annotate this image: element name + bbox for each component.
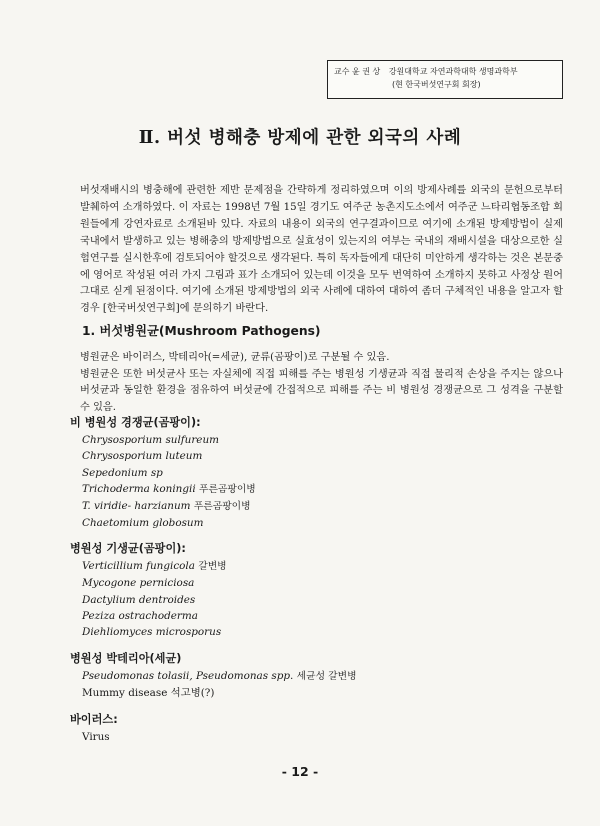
section-body xyxy=(80,350,563,417)
group-heading: 비 병원성 경쟁균(곰팡이): xyxy=(70,416,201,429)
section-paragraph-1: 병원균은 바이러스, 박테리아(=세균), 균류(곰팡이)로 구분될 수 있음. xyxy=(80,352,390,363)
species-list xyxy=(82,729,118,745)
section-paragraph-2: 병원균은 또한 버섯균사 또는 자실체에 직접 피해를 주는 병원성 기생균과 직접 물리적 손상을 주지는 않으나 버섯균과 동일한 환경을 점유하여 버섯균에 간접적으로 피해를 주는 비 병원성 경쟁균으로 그 성격을 구분할 수 있음. xyxy=(80,368,563,414)
species-item: Peziza ostrachoderma xyxy=(82,609,198,622)
species-item: Chrysosporium luteum xyxy=(82,450,203,463)
disease-note: 세균성 갈변병 xyxy=(296,671,357,682)
intro-section xyxy=(80,183,563,318)
species-item: Pseudomonas tolasii, Pseudomonas spp. 세균성 갈변병 xyxy=(82,670,357,682)
species-item: Virus xyxy=(82,731,110,743)
species-item: Sepedonium sp xyxy=(82,466,163,479)
species-list xyxy=(82,668,357,702)
species-list xyxy=(82,432,256,532)
disease-note: 푸른곰팡이병 xyxy=(198,483,256,495)
group-heading: 바이러스: xyxy=(70,713,118,726)
species-item: Mummy disease 석고병(?) xyxy=(82,687,215,700)
species-item: Verticillium fungicola 갈변병 xyxy=(82,560,227,572)
species-item: Chrysosporium sulfureum xyxy=(82,434,219,446)
author-box xyxy=(327,60,563,99)
author-name: 교수 윤 권 상 xyxy=(334,67,381,76)
author-affiliation: 강원대학교 자연과학대학 생명과학부 xyxy=(388,67,518,76)
page-number: - 12 - xyxy=(281,764,319,779)
species-item: Diehliomyces microsporus xyxy=(82,626,222,639)
species-item: T. viridie- harzianum 푸른곰팡이병 xyxy=(82,500,251,513)
group-non-pathogenic-competitors xyxy=(70,415,256,532)
group-heading: 병원성 기생균(곰팡이): xyxy=(70,542,186,555)
author-line xyxy=(328,65,562,78)
intro-paragraph: 버섯재배시의 병충해에 관련한 제반 문제점을 간략하게 정리하였으며 이의 방제사례를 외국의 문헌으로부터 발췌하여 소개하였다. 이 자료는 1998년 7월 15일 경기도 여주군 농촌지도소에서 여주군 느타리협동조합 회원들에게 강연자료로 소개된바 있다. 자료의 내용이 외국의 연구결과이므로 여기에 소개된 방제방법이 실제 국내에서 발생하고 있는 병해충의 방제방법으로 실효성이 있는지의 여부는 국내의 재배시설을 대상으로한 실험연구를 실시한후에 검토되어야 할것으로 생각된다. 특히 독자들에게 대단히 미안하게 생각하는 것은 본문중에 영어로 작성된 여러 가지 그림과 표가 소개되어 있는데 이것을 모두 번역하여 소개하지 못하고 사정상 원어 그대로 싣게 된점이다. 여기에 소개된 방제방법의 외국 사례에 대하여 대하여 좀더 구체적인 내용을 알고자 할 경우 [한국버섯연구회]에 문의하기 바란다. xyxy=(80,185,563,315)
section-heading: 1. 버섯병원균(Mushroom Pathogens) xyxy=(82,324,321,338)
disease-note: 갈변병 xyxy=(198,561,227,572)
group-viruses xyxy=(70,712,118,745)
species-item: Mycogone perniciosa xyxy=(82,577,195,590)
author-position: (현 한국버섯연구회 회장) xyxy=(392,80,481,89)
page-title: Ⅱ. 버섯 병해충 방제에 관한 외국의 사례 xyxy=(138,128,462,148)
disease-note: 푸른곰팡이병 xyxy=(193,501,251,513)
species-item: Dactylium dentroides xyxy=(82,593,196,606)
species-item: Chaetomium globosum xyxy=(82,517,204,530)
species-item: Trichoderma koningii 푸른곰팡이병 xyxy=(82,482,256,495)
species-list xyxy=(82,558,227,640)
group-pathogenic-parasites xyxy=(70,541,227,640)
group-pathogenic-bacteria xyxy=(70,651,357,702)
group-heading: 병원성 박테리아(세균) xyxy=(70,652,182,665)
